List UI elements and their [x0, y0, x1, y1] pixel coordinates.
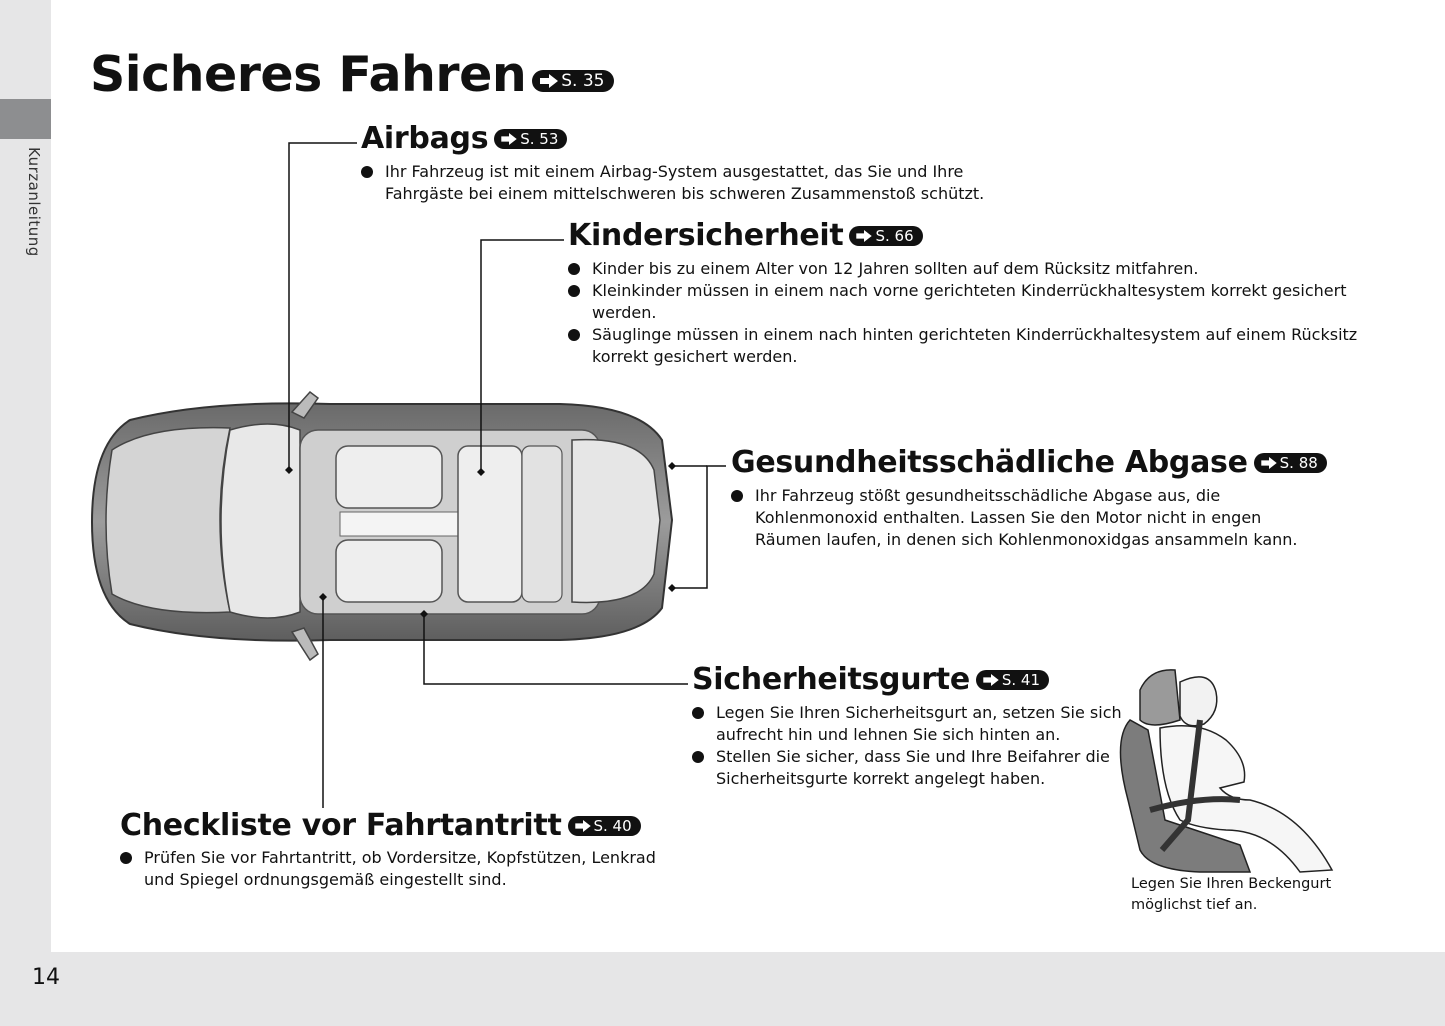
checkliste-bullet-list: [120, 847, 680, 891]
list-item: Ihr Fahrzeug stößt gesundheitsschädliche Abgase aus, die Kohlenmonoxid enthalten. Lassen Sie den Motor nicht in engen Räumen laufen, in denen sich Kohlenmonoxidgas ansammeln kann.: [731, 485, 1311, 551]
list-item: Kleinkinder müssen in einem nach vorne gerichteten Kinderrückhaltesystem korrekt gesichert werden.: [568, 280, 1358, 324]
sicherheitsgurte-heading-text: Sicherheitsgurte: [692, 662, 970, 697]
sicherheitsgurte-heading: [692, 662, 1049, 697]
airbags-heading: [361, 121, 567, 156]
arrow-right-icon: [982, 674, 1000, 686]
kindersicherheit-ref-label: S. 66: [875, 227, 914, 245]
checkliste-heading: [120, 808, 641, 843]
list-item: Prüfen Sie vor Fahrtantritt, ob Vordersitze, Kopfstützen, Lenkrad und Spiegel ordnungsgemäß eingestellt sind.: [120, 847, 680, 891]
illustration-caption: Legen Sie Ihren Beckengurt möglichst tief an.: [1131, 876, 1332, 913]
list-item: Säuglinge müssen in einem nach hinten gerichteten Kinderrückhaltesystem auf einem Rücksitz korrekt gesichert werden.: [568, 324, 1358, 368]
arrow-right-icon: [574, 820, 592, 832]
checkliste-heading-text: Checkliste vor Fahrtantritt: [120, 808, 562, 843]
arrow-right-icon: [855, 230, 873, 242]
airbags-ref-label: S. 53: [520, 130, 559, 148]
arrow-right-icon: [1260, 457, 1278, 469]
sicherheitsgurte-ref-link[interactable]: [976, 670, 1049, 690]
airbags-bullet-list: [361, 161, 1001, 205]
sicherheitsgurte-ref-label: S. 41: [1001, 671, 1041, 689]
abgase-ref-label: S. 88: [1279, 454, 1318, 472]
list-item: Stellen Sie sicher, dass Sie und Ihre Beifahrer die Sicherheitsgurte korrekt angelegt haben.: [692, 746, 1122, 790]
kindersicherheit-heading-text: Kindersicherheit: [568, 218, 844, 253]
airbags-ref-link[interactable]: [494, 129, 567, 149]
checkliste-ref-label: S. 40: [593, 817, 632, 835]
sicherheitsgurte-bullet-list: [692, 702, 1122, 790]
page-title-text: Sicheres Fahren: [90, 46, 527, 103]
list-item: Ihr Fahrzeug ist mit einem Airbag-System ausgestattet, das Sie und Ihre Fahrgäste bei einem mittelschweren bis schweren Zusammenstoß schützt.: [361, 161, 1001, 205]
page-ref-label: S. 35: [561, 71, 605, 91]
page-number: 14: [32, 965, 60, 990]
section-tab-label: Kurzanleitung: [25, 147, 43, 257]
abgase-bullet-list: [731, 485, 1311, 551]
kindersicherheit-ref-link[interactable]: [849, 226, 922, 246]
seatbelt-person-illustration: [1120, 670, 1332, 872]
list-item: Kinder bis zu einem Alter von 12 Jahren sollten auf dem Rücksitz mitfahren.: [568, 258, 1358, 280]
arrow-right-icon: [500, 133, 518, 145]
airbags-heading-text: Airbags: [361, 121, 489, 156]
list-item: Legen Sie Ihren Sicherheitsgurt an, setzen Sie sich aufrecht hin und lehnen Sie sich hinten an.: [692, 702, 1122, 746]
abgase-ref-link[interactable]: [1254, 453, 1327, 473]
kindersicherheit-heading: [568, 218, 923, 253]
kindersicherheit-bullet-list: [568, 258, 1358, 368]
checkliste-ref-link[interactable]: [568, 816, 641, 836]
abgase-heading: [731, 445, 1327, 480]
abgase-heading-text: Gesundheitsschädliche Abgase: [731, 445, 1248, 480]
